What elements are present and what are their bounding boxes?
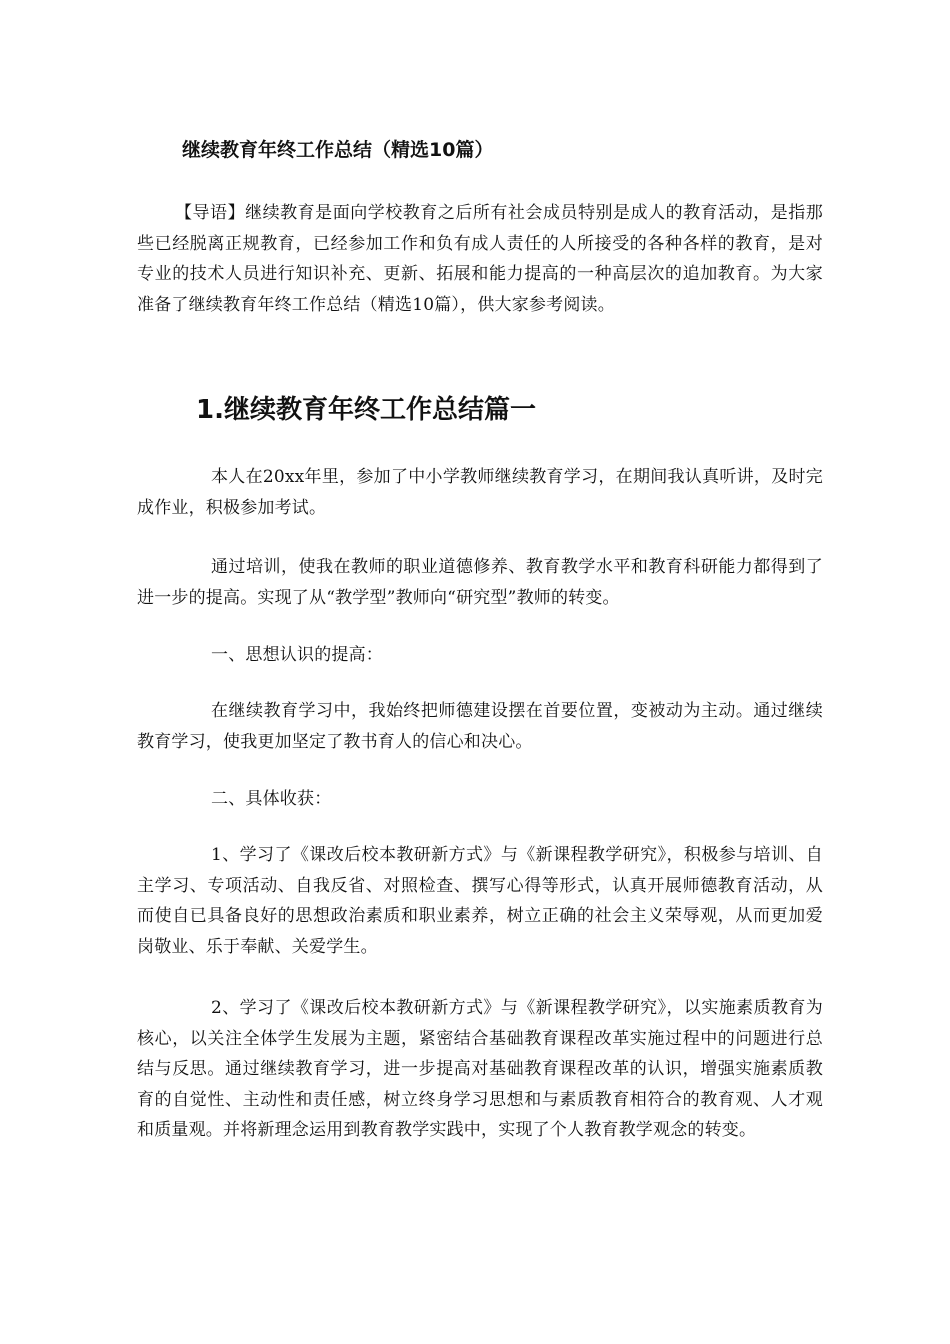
- body-paragraph: 在继续教育学习中，我始终把师德建设摆在首要位置，变被动为主动。通过继续教育学习，使我更加坚定了教书育人的信心和决心。: [137, 701, 823, 752]
- body-paragraph: 通过培训，使我在教师的职业道德修养、教育教学水平和教育科研能力都得到了进一步的提高。实现了从“教学型”教师向“研究型”教师的转变。: [137, 557, 823, 608]
- section-heading-1: 1.继续教育年终工作总结篇一: [196, 395, 536, 425]
- body-paragraph: 本人在20xx年里，参加了中小学教师继续教育学习，在期间我认真听讲，及时完成作业，积极参加考试。: [137, 467, 823, 518]
- subheading-thinking: 一、思想认识的提高：: [211, 645, 383, 665]
- body-paragraph: 2、学习了《课改后校本教研新方式》与《新课程教学研究》，以实施素质教育为核心，以关注全体学生发展为主题，紧密结合基础教育课程改革实施过程中的问题进行总结与反思。通过继续教育学习，进一步提高对基础教育课程改革的认识，增强实施素质教育的自觉性、主动性和责任感，树立终身学习思想和与素质教育相符合的教育观、人才观和质量观。并将新理念运用到教育教学实践中，实现了个人教育教学观念的转变。: [137, 998, 823, 1140]
- intro-paragraph: 【导语】继续教育是面向学校教育之后所有社会成员特别是成人的教育活动，是指那些已经脱离正规教育，已经参加工作和负有成人责任的人所接受的各种各样的教育，是对专业的技术人员进行知识补充、更新、拓展和能力提高的一种高层次的追加教育。为大家准备了继续教育年终工作总结（精选10篇），供大家参考阅读。: [137, 203, 823, 315]
- body-paragraph: 1、学习了《课改后校本教研新方式》与《新课程教学研究》，积极参与培训、自主学习、专项活动、自我反省、对照检查、撰写心得等形式，认真开展师德教育活动，从而使自已具备良好的思想政治素质和职业素养，树立正确的社会主义荣辱观，从而更加爱岗敬业、乐于奉献、关爱学生。: [137, 845, 823, 957]
- document-title: 继续教育年终工作总结（精选10篇）: [182, 139, 494, 161]
- subheading-gains: 二、具体收获：: [211, 789, 332, 809]
